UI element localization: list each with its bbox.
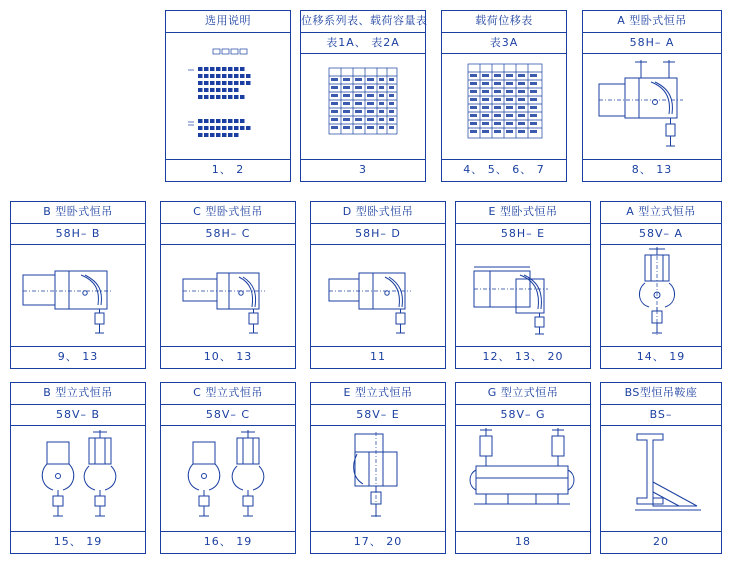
card-type-b-vertical[interactable] xyxy=(10,382,146,554)
card-header: A 型卧式恒吊 xyxy=(583,11,721,33)
card-figure-vertical-a xyxy=(601,245,721,346)
card-type-e-horizontal[interactable] xyxy=(455,201,591,369)
card-figure-horizontal-b xyxy=(11,245,145,346)
card-figure-vertical-e xyxy=(311,426,445,531)
card-header: B 型卧式恒吊 xyxy=(11,202,145,224)
card-header: E 型卧式恒吊 xyxy=(456,202,590,224)
card-subheader: 58V– E xyxy=(311,405,445,427)
card-subheader: 58H– B xyxy=(11,224,145,246)
card-figure-horizontal-d xyxy=(311,245,445,346)
card-figure-vertical-b xyxy=(11,426,145,531)
card-figure-table-grid2 xyxy=(442,54,566,159)
card-header: E 型立式恒吊 xyxy=(311,383,445,405)
card-figure-vertical-g xyxy=(456,426,590,531)
card-footer: 4、 5、 6、 7 xyxy=(442,159,566,181)
card-header: G 型立式恒吊 xyxy=(456,383,590,405)
card-footer: 14、 19 xyxy=(601,346,721,368)
card-subheader: 58H– E xyxy=(456,224,590,246)
card-subheader: 58H– A xyxy=(583,33,721,55)
card-footer: 1、 2 xyxy=(166,159,290,181)
card-header: D 型卧式恒吊 xyxy=(311,202,445,224)
card-header: 选用说明 xyxy=(166,11,290,33)
card-figure-table-grid xyxy=(301,54,425,159)
card-subheader: 58V– C xyxy=(161,405,295,427)
card-type-g-vertical[interactable] xyxy=(455,382,591,554)
card-footer: 3 xyxy=(301,159,425,181)
card-subheader: 58V– A xyxy=(601,224,721,246)
card-footer: 18 xyxy=(456,531,590,553)
card-figure-horizontal-c xyxy=(161,245,295,346)
card-header: B 型立式恒吊 xyxy=(11,383,145,405)
card-subheader: 58H– C xyxy=(161,224,295,246)
card-footer: 12、 13、 20 xyxy=(456,346,590,368)
card-displacement-series-table[interactable] xyxy=(300,10,426,182)
card-bs-saddle[interactable] xyxy=(600,382,722,554)
card-footer: 20 xyxy=(601,531,721,553)
card-subheader: 表3A xyxy=(442,33,566,55)
card-figure-horizontal-e xyxy=(456,245,590,346)
card-header: BS型恒吊鞍座 xyxy=(601,383,721,405)
card-footer: 17、 20 xyxy=(311,531,445,553)
card-type-b-horizontal[interactable] xyxy=(10,201,146,369)
card-subheader: 58H– D xyxy=(311,224,445,246)
card-selection-notes[interactable] xyxy=(165,10,291,182)
card-subheader: BS– xyxy=(601,405,721,427)
card-type-e-vertical[interactable] xyxy=(310,382,446,554)
card-footer: 16、 19 xyxy=(161,531,295,553)
card-figure-text-block xyxy=(166,33,290,160)
card-header: 位移系列表、载荷容量表 xyxy=(301,11,425,33)
card-type-a-vertical[interactable] xyxy=(600,201,722,369)
card-header: C 型立式恒吊 xyxy=(161,383,295,405)
card-footer: 9、 13 xyxy=(11,346,145,368)
card-subheader: 58V– B xyxy=(11,405,145,427)
card-subheader: 58V– G xyxy=(456,405,590,427)
card-header: A 型立式恒吊 xyxy=(601,202,721,224)
card-load-displacement-table[interactable] xyxy=(441,10,567,182)
card-footer: 10、 13 xyxy=(161,346,295,368)
card-type-c-horizontal[interactable] xyxy=(160,201,296,369)
card-header: C 型卧式恒吊 xyxy=(161,202,295,224)
card-subheader: 表1A、 表2A xyxy=(301,33,425,55)
card-type-d-horizontal[interactable] xyxy=(310,201,446,369)
card-type-a-horizontal[interactable] xyxy=(582,10,722,182)
card-footer: 8、 13 xyxy=(583,159,721,181)
card-figure-vertical-c xyxy=(161,426,295,531)
card-figure-horizontal-a xyxy=(583,54,721,159)
card-footer: 15、 19 xyxy=(11,531,145,553)
card-figure-saddle xyxy=(601,426,721,531)
card-type-c-vertical[interactable] xyxy=(160,382,296,554)
card-header: 载荷位移表 xyxy=(442,11,566,33)
card-footer: 11 xyxy=(311,346,445,368)
